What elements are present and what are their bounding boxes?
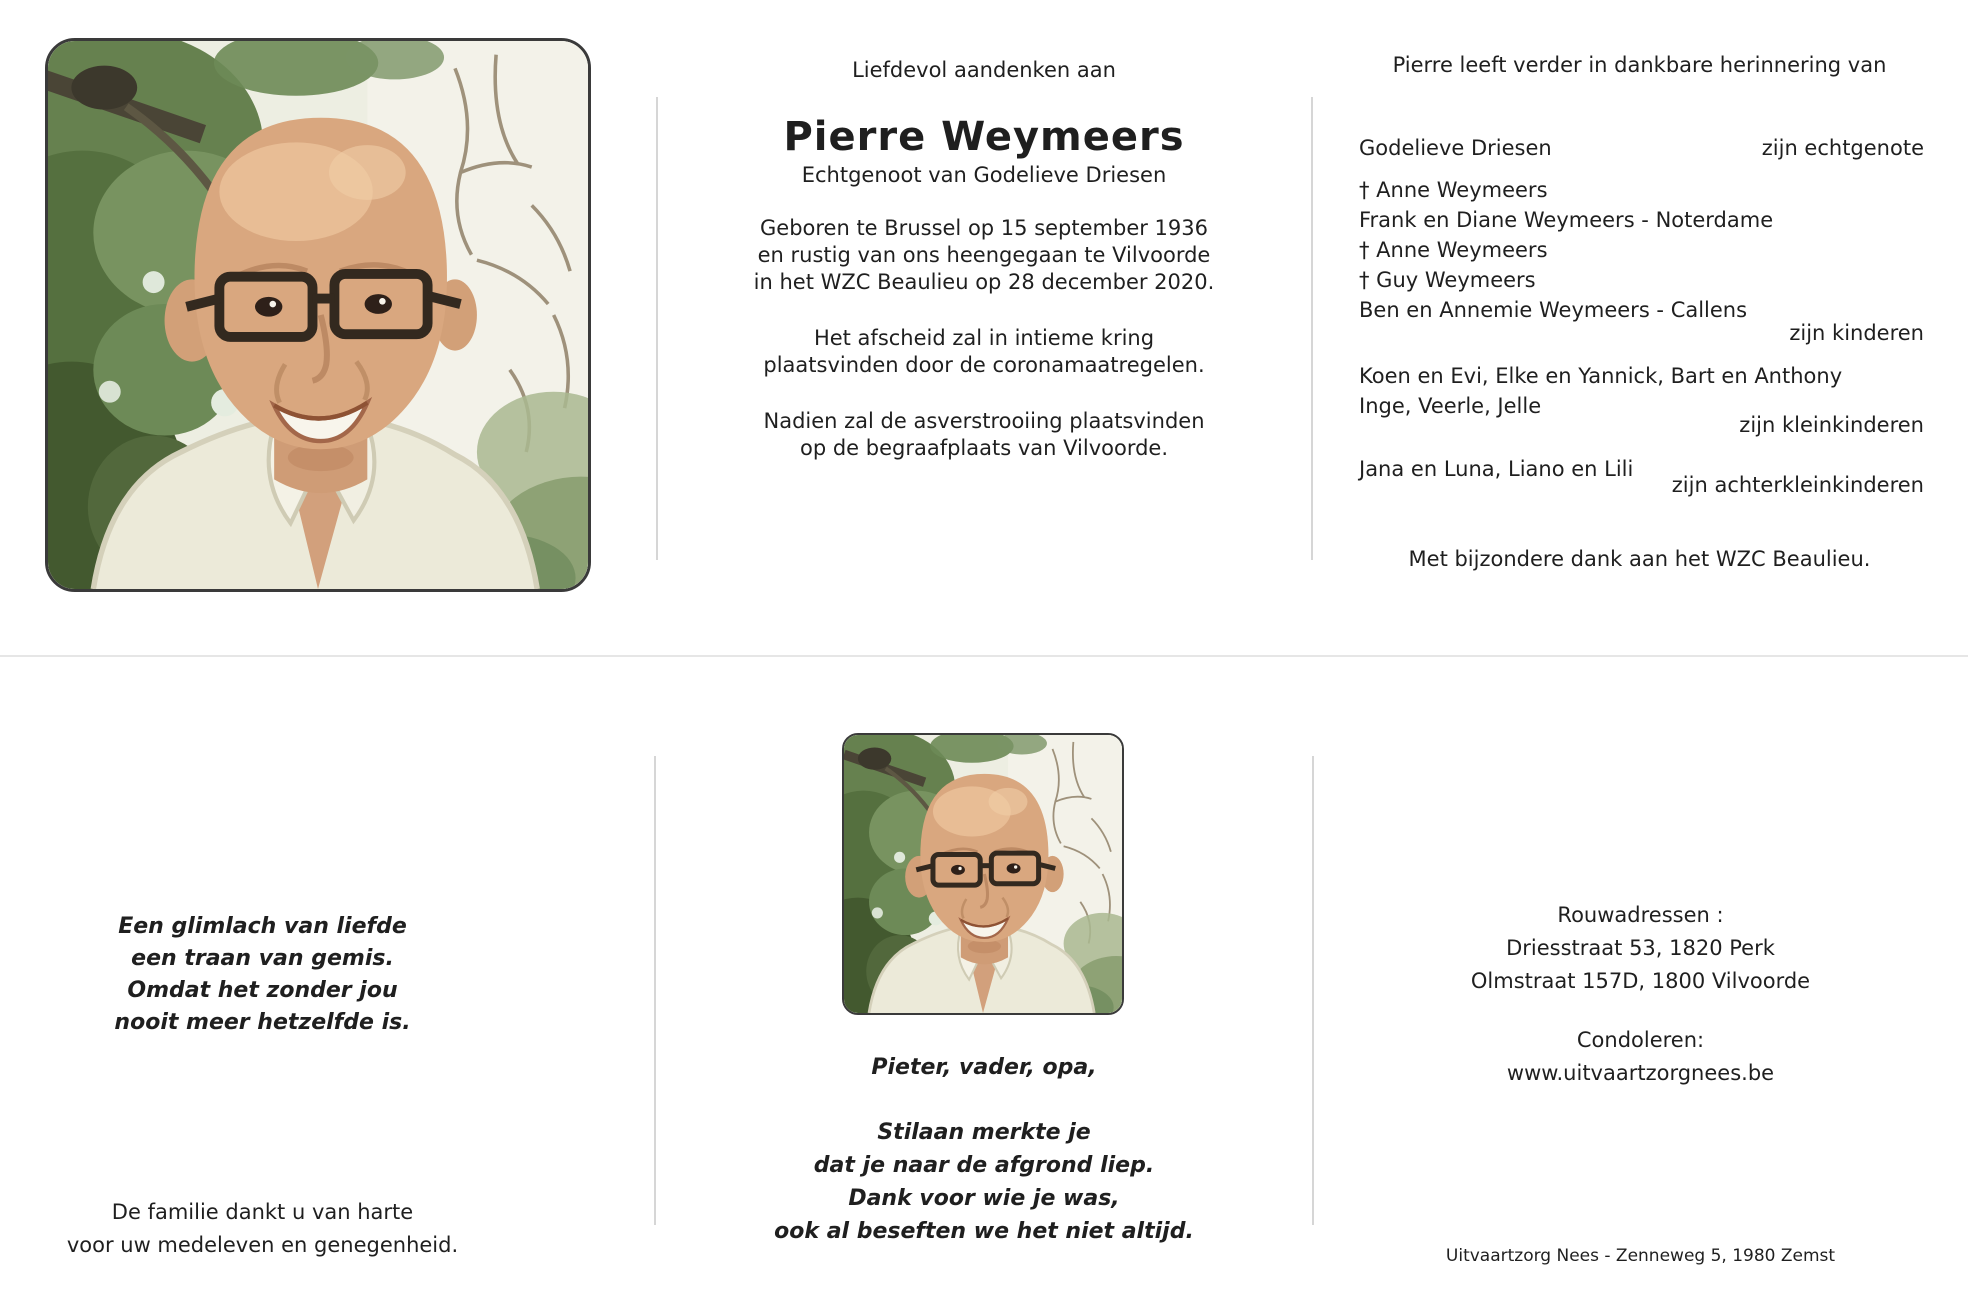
child-name: Ben en Annemie Weymeers - Callens	[1359, 298, 1748, 322]
child-name: † Anne Weymeers	[1359, 178, 1548, 202]
intro-line: Liefdevol aandenken aan	[852, 58, 1116, 82]
announcement-panel	[657, 0, 1311, 462]
ashes-block	[657, 408, 1311, 462]
birth-line: en rustig van ons heengegaan te Vilvoorde	[757, 243, 1211, 267]
birth-death-block	[657, 215, 1311, 296]
ashes-line: op de begraafplaats van Vilvoorde.	[799, 436, 1169, 460]
address-line: Driesstraat 53, 1820 Perk	[1506, 936, 1775, 960]
remembrance-panel	[1311, 0, 1968, 574]
grandchildren-label: zijn kleinkinderen	[1739, 413, 1924, 437]
ashes-line: Nadien zal de asverstrooiing plaatsvinden	[763, 409, 1205, 433]
poem-middle	[655, 1116, 1313, 1248]
funeral-home-line: Uitvaartzorg Nees - Zenneweg 5, 1980 Zemst	[1445, 1246, 1836, 1266]
mourning-title: Rouwadressen :	[1557, 903, 1724, 927]
portrait-photo-large	[45, 38, 591, 592]
birth-line: Geboren te Brussel op 15 september 1936	[760, 216, 1208, 240]
child-name: † Anne Weymeers	[1359, 238, 1548, 262]
farewell-line: Het afscheid zal in intieme kring	[813, 326, 1155, 350]
spouse-name: Godelieve Driesen	[1359, 136, 1552, 160]
addresses-panel	[1313, 656, 1968, 1090]
family-thanks-line: voor uw medeleven en genegenheid.	[66, 1233, 459, 1257]
grandchild-name: Inge, Veerle, Jelle	[1359, 394, 1542, 418]
poem-line: Een glimlach van liefde	[118, 914, 407, 939]
farewell-line: plaatsvinden door de coronamaatregelen.	[763, 353, 1205, 377]
spouse-label: zijn echtgenote	[1761, 136, 1924, 160]
great-grandchild-name: Jana en Luna, Liano en Lili	[1359, 457, 1634, 481]
wzc-thanks: Met bijzondere dank aan het WZC Beaulieu.	[1408, 547, 1871, 571]
condolences-block	[1313, 1024, 1968, 1090]
poem-line: Stilaan merkte je	[877, 1120, 1091, 1145]
grandchild-name: Koen en Evi, Elke en Yannick, Bart en Anthony	[1359, 364, 1843, 388]
poem-panel-middle	[655, 656, 1313, 1248]
poem-line: Dank voor wie je was,	[848, 1186, 1120, 1211]
portrait-illustration	[48, 41, 588, 589]
poem-line: ook al beseften we het niet altijd.	[774, 1219, 1194, 1244]
poem-panel-left	[0, 656, 525, 1262]
condolences-title: Condoleren:	[1576, 1028, 1705, 1052]
address-line: Olmstraat 157D, 1800 Vilvoorde	[1470, 969, 1811, 993]
spouse-row	[1359, 133, 1924, 163]
children-names	[1359, 175, 1924, 325]
children-label: zijn kinderen	[1789, 321, 1924, 345]
great-grandchildren-label: zijn achterkleinkinderen	[1671, 473, 1924, 497]
poem-line: Omdat het zonder jou	[127, 978, 398, 1003]
poem-line: een traan van gemis.	[131, 946, 394, 971]
deceased-name: Pierre Weymeers	[783, 114, 1185, 160]
birth-line: in het WZC Beaulieu op 28 december 2020.	[753, 270, 1215, 294]
poem-left	[0, 911, 525, 1039]
poem-line: dat je naar de afgrond liep.	[813, 1153, 1155, 1178]
photo-caption: Pieter, vader, opa,	[871, 1055, 1097, 1080]
family-list	[1359, 133, 1924, 500]
spouse-subtitle: Echtgenoot van Godelieve Driesen	[801, 163, 1167, 187]
family-thanks	[0, 1196, 525, 1262]
mourning-addresses	[1313, 899, 1968, 998]
family-thanks-line: De familie dankt u van harte	[111, 1200, 414, 1224]
remembrance-heading: Pierre leeft verder in dankbare herinnering van	[1392, 53, 1887, 77]
poem-line: nooit meer hetzelfde is.	[114, 1010, 411, 1035]
child-name: † Guy Weymeers	[1359, 268, 1536, 292]
farewell-block	[657, 325, 1311, 379]
condolences-website: www.uitvaartzorgnees.be	[1506, 1061, 1775, 1085]
child-name: Frank en Diane Weymeers - Noterdame	[1359, 208, 1774, 232]
